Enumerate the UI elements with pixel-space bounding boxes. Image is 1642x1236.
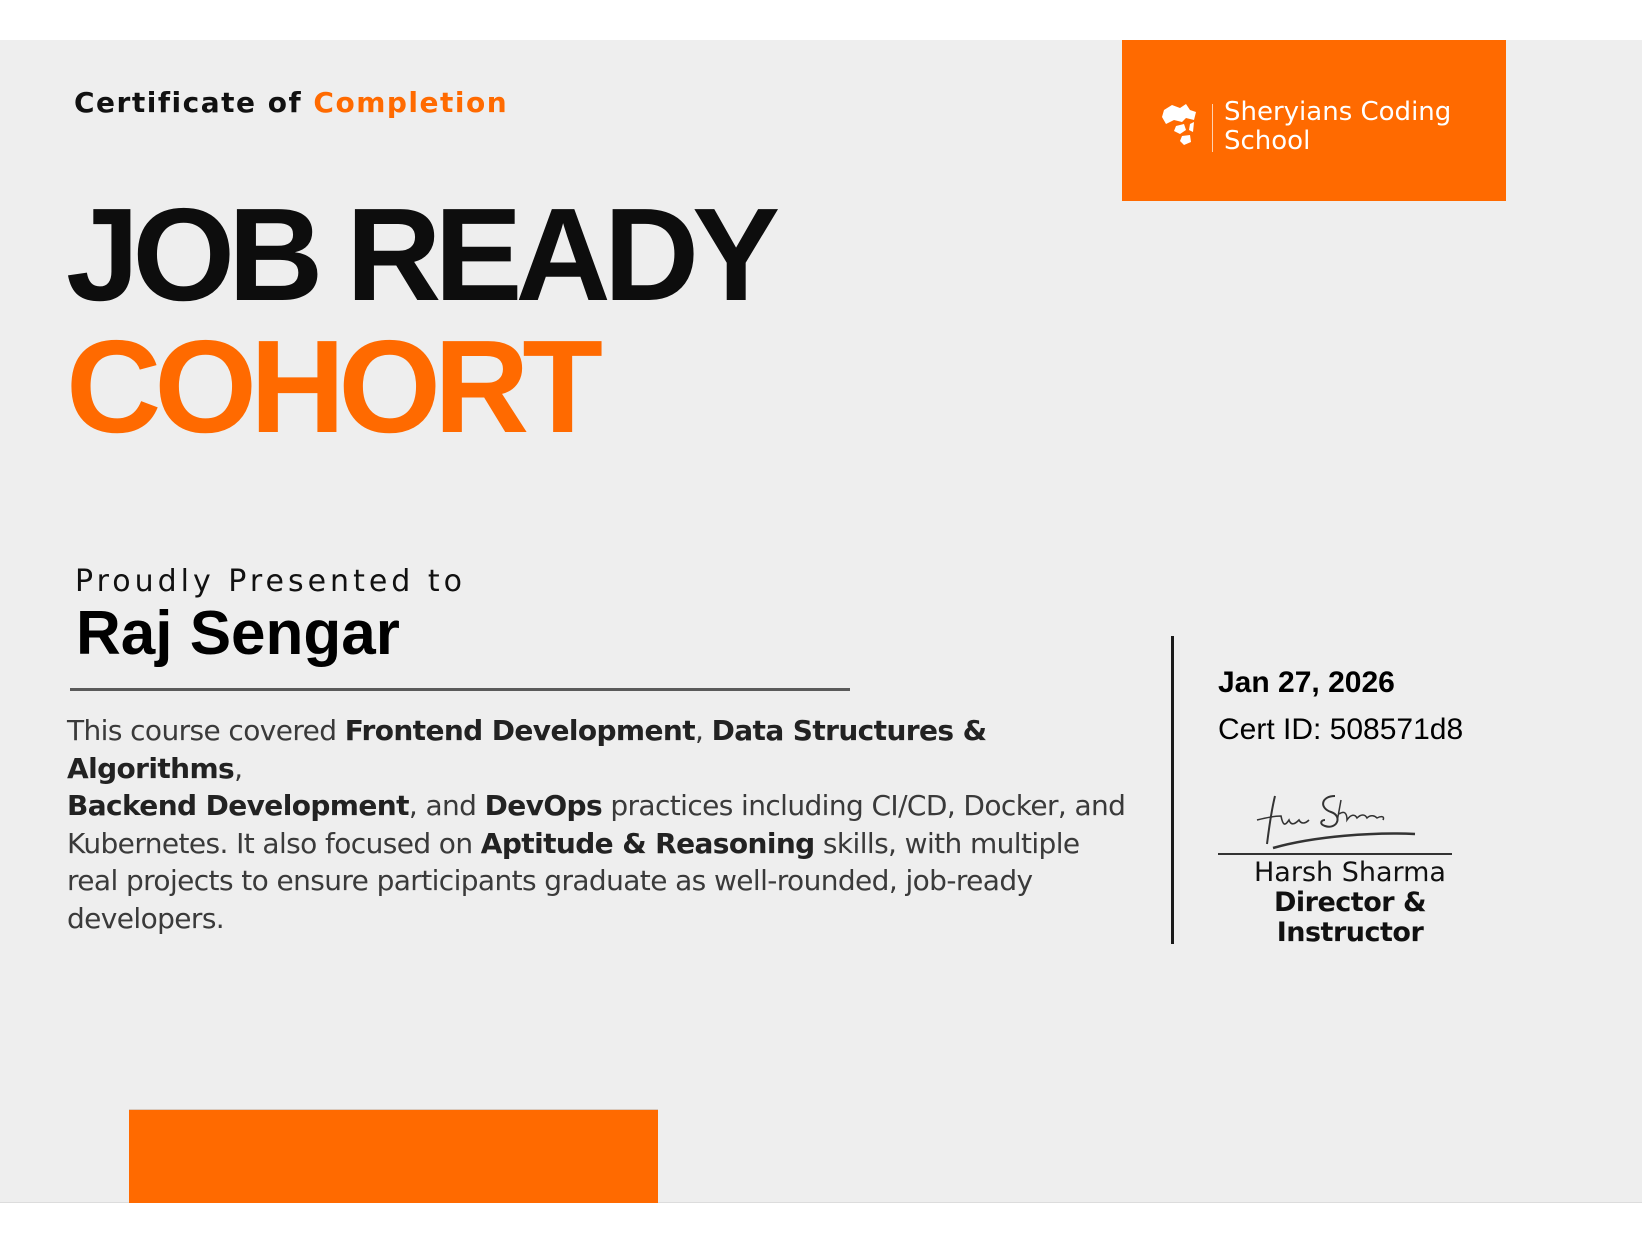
logo-line2: School xyxy=(1224,126,1311,156)
presented-label: Proudly Presented to xyxy=(75,564,466,599)
signatory-name: Harsh Sharma xyxy=(1254,857,1446,888)
title-job-ready: JOB READY xyxy=(66,181,774,328)
vertical-divider xyxy=(1171,636,1174,944)
signatory xyxy=(1200,858,1500,948)
title-cohort: COHORT xyxy=(66,313,596,460)
recipient-name: Raj Sengar xyxy=(76,599,400,668)
cert-prefix: Certificate of xyxy=(74,86,303,119)
signature-line xyxy=(1218,853,1452,855)
lion-logo-icon xyxy=(1160,102,1200,153)
course-description: This course covered Frontend Development, Data Structures & Algorithms, Backend Development, and DevOps practices including CI/CD, Docker, and Kubernetes. It also focused on Aptitude & Reasoning skills, with multiple real projects to ensure participants graduate as well-rounded, job-ready developers. xyxy=(67,714,1126,935)
issue-date: Jan 27, 2026 xyxy=(1218,666,1395,699)
school-logo xyxy=(1122,40,1506,201)
decorative-bottom-bar xyxy=(129,1109,658,1203)
logo-text xyxy=(1224,98,1451,156)
logo-divider xyxy=(1212,104,1213,152)
cert-accent: Completion xyxy=(313,86,509,119)
signatory-role: Director & Instructor xyxy=(1273,887,1427,948)
certificate-id: Cert ID: 508571d8 xyxy=(1218,713,1464,746)
name-underline xyxy=(70,688,850,691)
signature-image xyxy=(1255,792,1425,857)
logo-line1: Sheryians Coding xyxy=(1224,97,1452,127)
certificate-label xyxy=(74,86,508,119)
